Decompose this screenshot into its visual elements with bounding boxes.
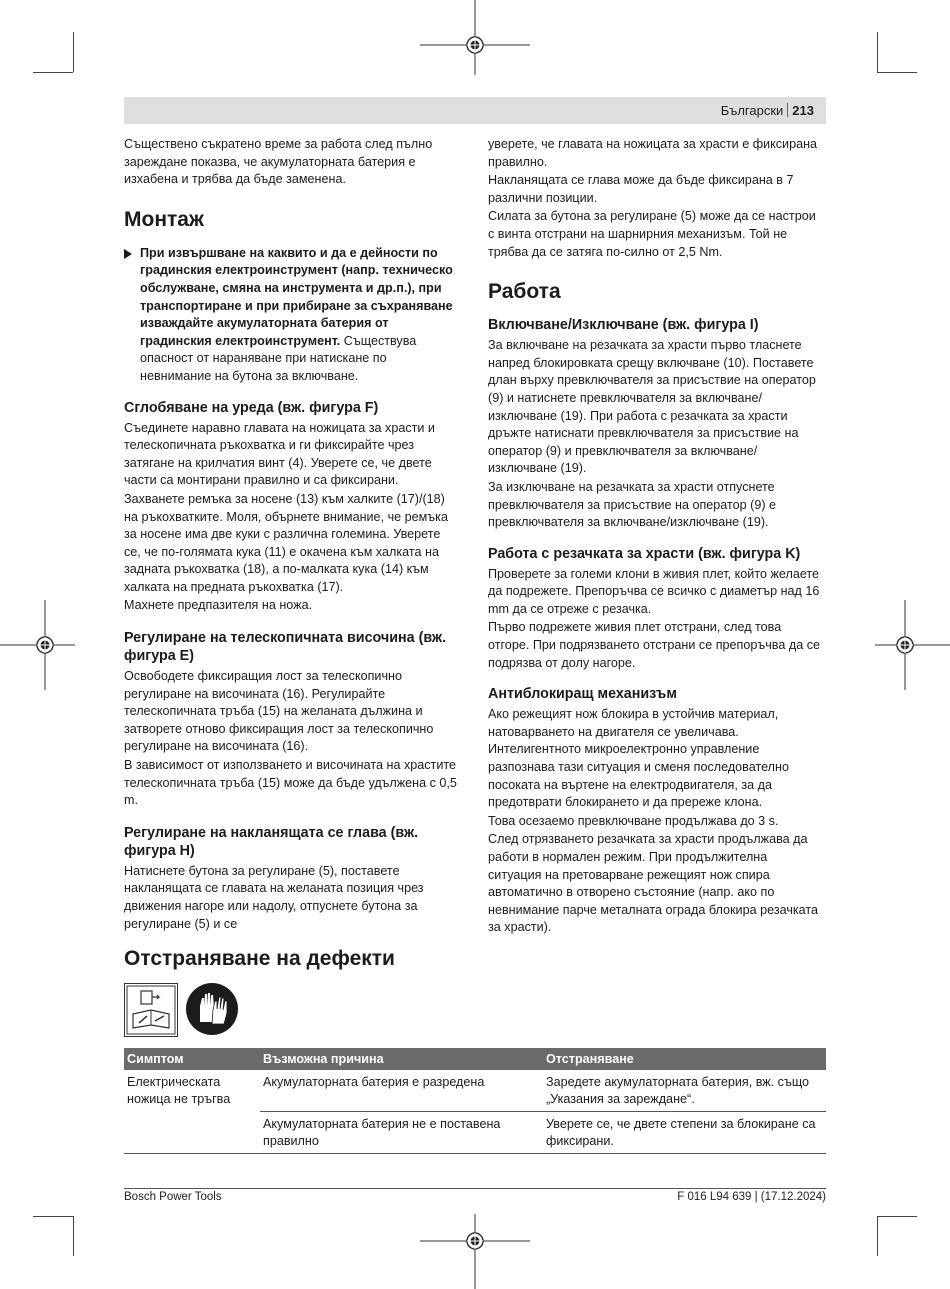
assembly-paragraph-2: Захванете ремъка за носене (13) към халките (17)/(18) на ръкохватките. Моля, обърнете внимание, че ремъка за носене има две куки с различна големина. Уверете се, че по-голямата кука (11) е окачена към халката на задната ръкохватка (18), а по-малката кука (14) към халката на предната ръкохватка (17). (124, 491, 448, 594)
work-paragraph-1: Проверете за големи клони в живия плет, който желаете да подрежете. Препоръчва се всичко с диаметър над 16 mm да се отреже с резачка. (488, 566, 820, 616)
troubleshooting-table (124, 1048, 826, 1154)
column-header-remedy: Отстраняване (543, 1048, 826, 1070)
subsection-title-onoff: Включване/Изключване (вж. фигура I) (488, 317, 759, 334)
warning-bold-text: При извършване на каквито и да е дейности по градинския електроинструмент (напр. техническо обслужване, смяна на инструмента и др.п.), при транспортиране и при прибиране за съхраняване изваждайте акумулаторната батерия от градинския електроинструмент. (140, 245, 453, 348)
section-name: Български (720, 103, 784, 118)
crop-mark (877, 32, 878, 72)
warning-rest-text: Съществува опасност от нараняване при натискане по невнимание на бутона за включване. (140, 333, 417, 383)
onoff-paragraph-1: За включване на резачката за храсти първо тласнете напред блокировката срещу включване (10). Поставете длан върху превключвателя за присъствие на оператор (9) и натиснете превключвателя за включване/изключване (19). При работа с резачката за храсти дръжте натиснати превключвателя за присъствие на оператор (9) и превключвателя за включване/изключване (19). (488, 338, 816, 476)
tilt-paragraph-1-continued: уверете, че главата на ножицата за храсти е фиксирана правилно. (488, 137, 818, 169)
footer-left: Bosch Power Tools (124, 1191, 222, 1203)
antiblock-paragraph-1: Ако режещият нож блокира в устойчив материал, натоварването на двигателя се увеличава. Интелигентното микроелектронно управление разпознава тази ситуация и сменя последователно посоката на въртене на електродвигателя, за да предотврати блокирането и да прережe клона. (488, 707, 789, 810)
registration-mark-left (0, 600, 75, 690)
crop-mark (877, 72, 917, 73)
assembly-paragraph-3: Махнете предпазителя на ножа. (124, 598, 313, 613)
cause-cell: Акумулаторната батерия не е поставена правилно (260, 1112, 543, 1154)
telescopic-paragraph-1: Освободете фиксиращия лост за телескопично регулиране на височината (16). Регулирайте телескопичната тръба (15) на желаната дължина и затворете отново фиксиращия лост за телескопично регулиране на височината (16). (124, 669, 434, 754)
tilt-paragraph-1: Натиснете бутона за регулиране (5), поставете накланящата се главата на желаната позиция чрез движения нагоре или надолу, отпуснете бутона за регулиране (5) и се (124, 863, 424, 931)
column-header-cause: Възможна причина (260, 1048, 543, 1070)
page-number: 213 (792, 103, 814, 118)
tilt-paragraph-3: Силата за бутона за регулиране (5) може да се настрои с винта отстрани на шарнирния механизъм. Той не трябва да се затяга по-силно от 2,5 Nm. (488, 209, 816, 259)
right-column (488, 136, 824, 938)
section-title-troubleshooting: Отстраняване на дефекти (124, 947, 395, 970)
work-paragraph-2: Първо подрежете живия плет отстрани, след това отгоре. При подрязването отстрани се препоръчва да се подрязва от долу нагоре. (488, 620, 820, 670)
crop-mark (33, 72, 73, 73)
tilt-paragraph-2: Накланящата се глава може да бъде фиксирана в 7 различни позиции. (488, 173, 794, 205)
footer-right: F 016 L94 639 | (17.12.2024) (677, 1191, 826, 1203)
onoff-paragraph-2: За изключване на резачката за храсти отпуснете превключвателя за присъствие на оператор (9) е превключвателя за включване/изключване (19). (488, 479, 777, 530)
antiblock-paragraph-3: След отрязването резачката за храсти продължава да работи в нормален режим. При продължителна ситуация на претоварване режещият нож спира автоматично в отворено състояние (напр. ако по невнимание парче металната ограда блокира резачката за храсти). (488, 832, 819, 935)
header-separator (787, 103, 788, 117)
subsection-title-antiblock: Антиблокиращ механизъм (488, 686, 677, 703)
registration-mark-top (420, 0, 530, 75)
page-header (721, 103, 814, 118)
crop-mark (877, 1216, 917, 1217)
registration-mark-right (875, 600, 950, 690)
section-title-rabota: Работа (488, 280, 561, 304)
registration-mark-bottom (420, 1214, 530, 1289)
subsection-title-tilt: Регулиране на накланящата се глава (вж. фигура H) (124, 824, 419, 859)
section-title-montazh: Монтаж (124, 207, 204, 231)
subsection-title-work: Работа с резачката за храсти (вж. фигура K) (488, 545, 801, 562)
remedy-cell: Уверете се, че двете степени за блокиране са фиксирани. (543, 1112, 826, 1154)
column-header-symptom: Симптом (124, 1048, 260, 1070)
antiblock-paragraph-2: Това осезаемо превключване продължава до 3 s. (488, 813, 779, 828)
assembly-paragraph-1: Съединете наравно главата на ножицата за храсти и телескопичната ръкохватка и ги фиксирайте чрез затягане на крилчатия винт (4). Уверете се, че двете части са монтирани правилно и са фиксирани. (124, 420, 435, 488)
cause-cell: Акумулаторната батерия е разредена (260, 1070, 543, 1112)
remedy-cell: Заредете акумулаторната батерия, вж. също „Указания за зареждане“. (543, 1070, 826, 1112)
table-header-row (124, 1048, 826, 1070)
symptom-cell: Електрическата ножица не тръгва (124, 1070, 260, 1154)
crop-mark (73, 1216, 74, 1256)
crop-mark (33, 1216, 73, 1217)
telescopic-paragraph-2: В зависимост от използването и височината на храстите телескопичната тръба (15) може да бъде удължена с 0,5 m. (124, 758, 457, 808)
warning-triangle-icon (124, 249, 132, 259)
crop-mark (73, 32, 74, 72)
subsection-title-assembly: Сглобяване на уреда (вж. фигура F) (124, 399, 379, 416)
footer-divider (124, 1188, 826, 1189)
safety-warning (124, 245, 460, 386)
subsection-title-telescopic: Регулиране на телескопичната височина (вж. фигура E) (124, 630, 447, 665)
manual-wrench-icon (124, 983, 178, 1037)
left-column (124, 136, 460, 934)
crop-mark (877, 1216, 878, 1256)
table-row (124, 1070, 826, 1112)
gloves-icon (185, 982, 239, 1036)
intro-paragraph: Съществено съкратено време за работа след пълно зареждане показва, че акумулаторната батерия е изхабена и трябва да бъде заменена. (124, 137, 433, 187)
